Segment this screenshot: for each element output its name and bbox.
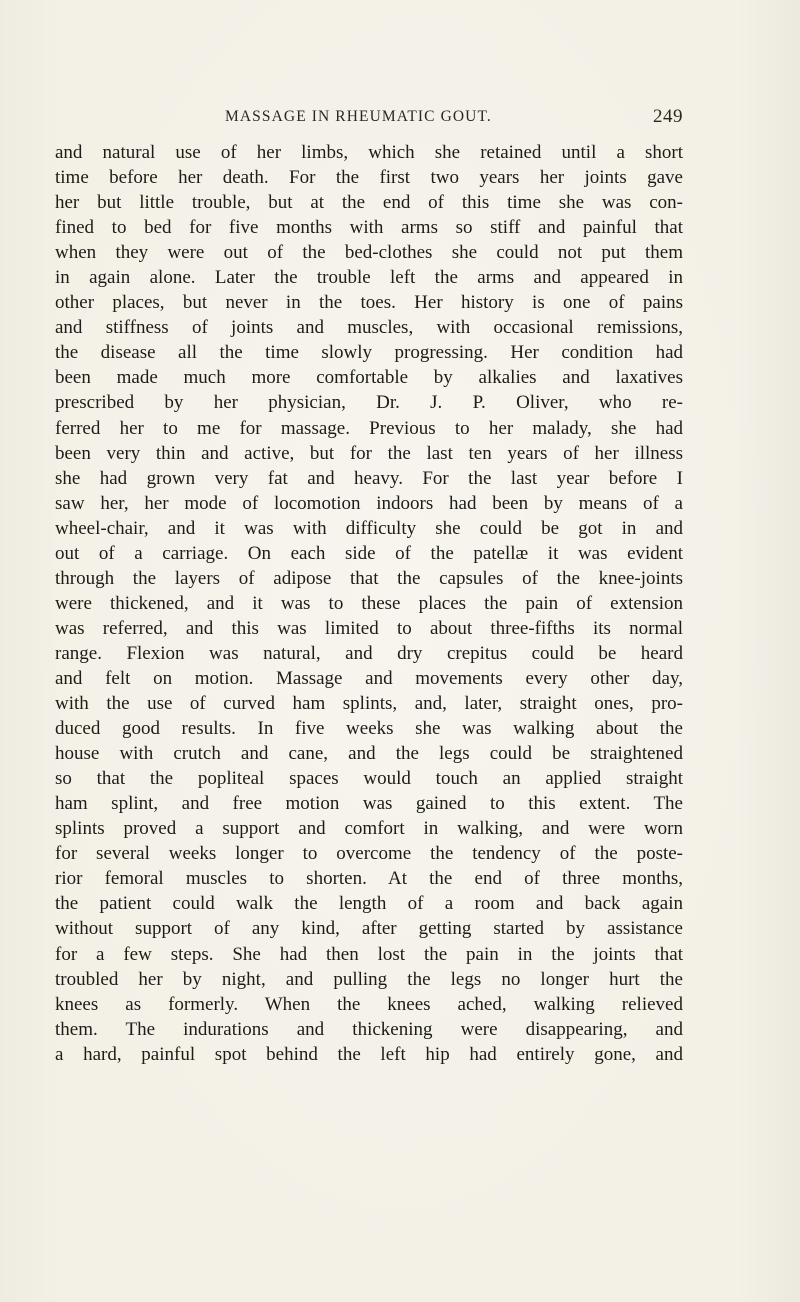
text-line: without support of any kind, after getting started by assistance [55,918,683,940]
text-line: saw her, her mode of locomotion indoors had been by means of a [55,492,683,514]
page-number: 249 [653,106,683,127]
text-line: in again alone. Later the trouble left the arms and appeared in [55,267,683,289]
text-line: with the use of curved ham splints, and, later, straight ones, pro- [55,693,683,715]
text-line: a hard, painful spot behind the left hip had entirely gone, and [55,1043,683,1065]
text-line: so that the popliteal spaces would touch an applied straight [55,768,683,790]
text-line: and felt on motion. Massage and movements every other day, [55,667,683,689]
text-line: time before her death. For the first two years her joints gave [55,167,683,189]
text-line: rior femoral muscles to shorten. At the end of three months, [55,868,683,890]
body-text [55,140,683,1067]
text-line: range. Flexion was natural, and dry crepitus could be heard [55,642,683,664]
text-line: her but little trouble, but at the end of this time she was con- [55,192,683,214]
text-line: been made much more comfortable by alkalies and laxatives [55,367,683,389]
text-line: prescribed by her physician, Dr. J. P. Oliver, who re- [55,392,683,414]
text-line: house with crutch and cane, and the legs could be straightened [55,743,683,765]
text-line: fined to bed for five months with arms so stiff and painful that [55,217,683,239]
text-line: for several weeks longer to overcome the tendency of the poste- [55,843,683,865]
text-line: when they were out of the bed-clothes she could not put them [55,242,683,264]
text-line: duced good results. In five weeks she was walking about the [55,718,683,740]
text-line: knees as formerly. When the knees ached, walking relieved [55,993,683,1015]
text-line: troubled her by night, and pulling the legs no longer hurt the [55,968,683,990]
text-line: the disease all the time slowly progressing. Her condition had [55,342,683,364]
text-line: and stiffness of joints and muscles, with occasional remissions, [55,317,683,339]
page-header [225,106,685,130]
text-line: for a few steps. She had then lost the pain in the joints that [55,943,683,965]
text-line: out of a carriage. On each side of the patellæ it was evident [55,542,683,564]
text-line: ferred her to me for massage. Previous to her malady, she had [55,417,683,439]
text-line: ham splint, and free motion was gained to this extent. The [55,793,683,815]
text-line: were thickened, and it was to these places the pain of extension [55,592,683,614]
text-line: through the layers of adipose that the capsules of the knee-joints [55,567,683,589]
text-line: the patient could walk the length of a room and back again [55,893,683,915]
text-line: splints proved a support and comfort in walking, and were worn [55,818,683,840]
text-line: she had grown very fat and heavy. For the last year before I [55,467,683,489]
text-line: them. The indurations and thickening were disappearing, and [55,1018,683,1040]
text-line: wheel-chair, and it was with difficulty she could be got in and [55,517,683,539]
text-line: was referred, and this was limited to about three-fifths its normal [55,617,683,639]
text-line: been very thin and active, but for the last ten years of her illness [55,442,683,464]
running-head: MASSAGE IN RHEUMATIC GOUT. [225,108,492,125]
text-line: and natural use of her limbs, which she retained until a short [55,142,683,163]
text-line: other places, but never in the toes. Her history is one of pains [55,292,683,314]
